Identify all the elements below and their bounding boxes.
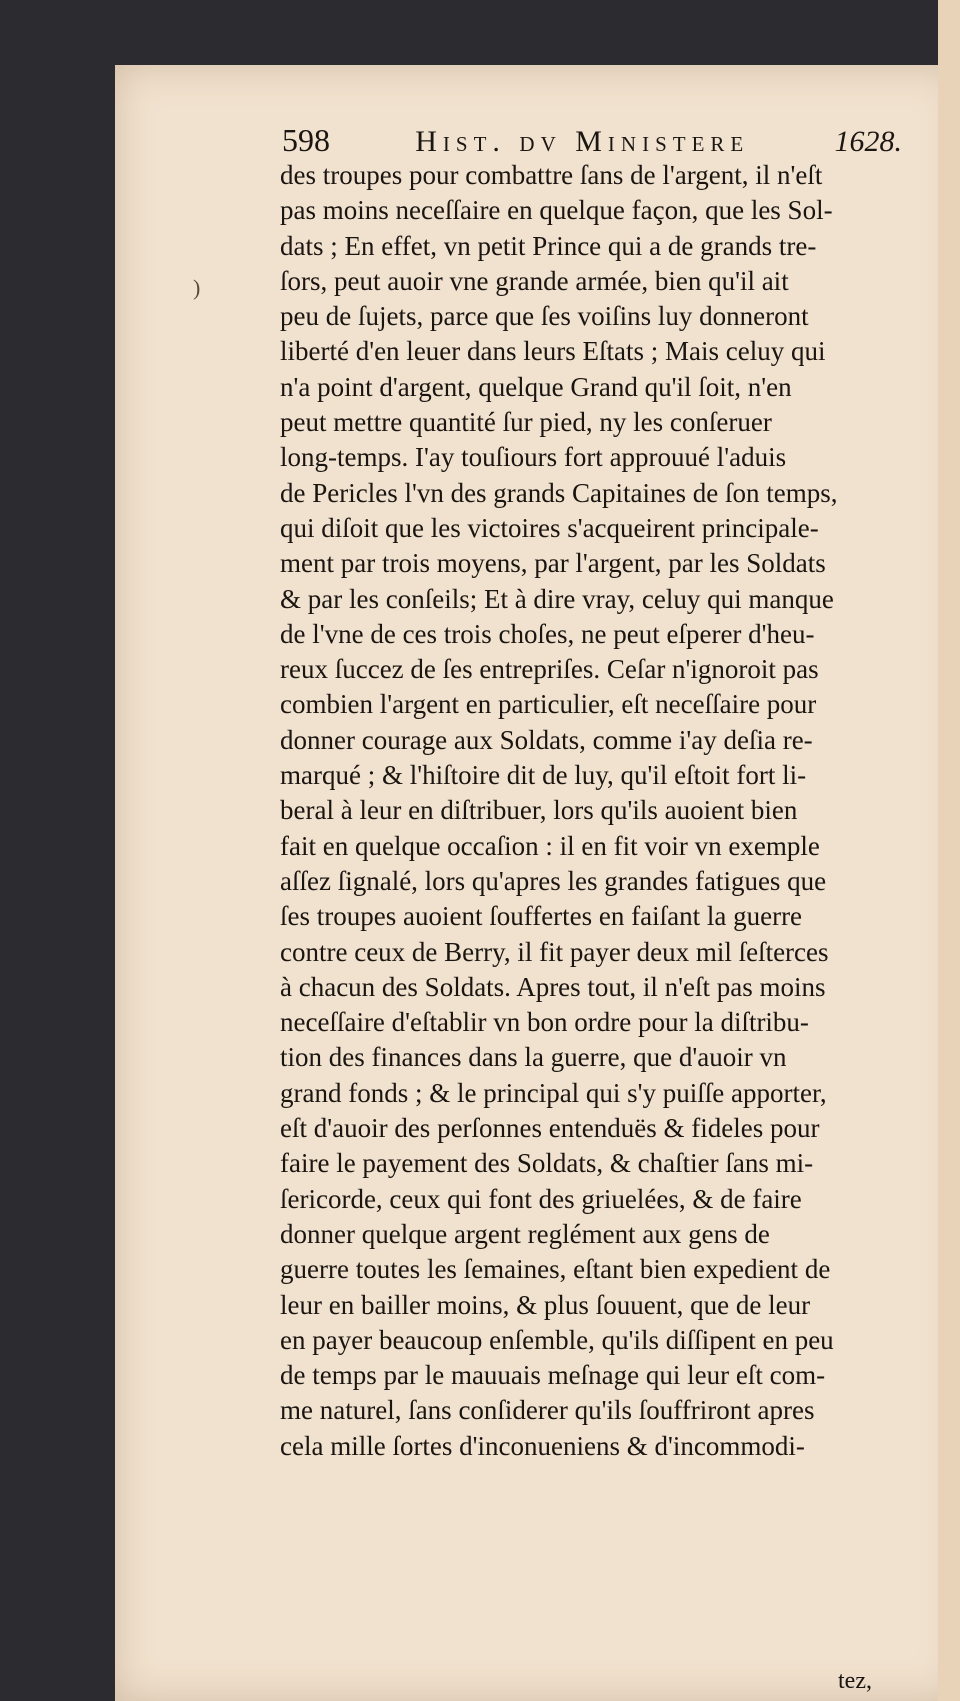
text-line: à chacun des Soldats. Apres tout, il n'eſt pas moins [280,971,826,1002]
text-line: beral à leur en diſtribuer, lors qu'ils auoient bien [280,795,798,826]
text-line: dats ; En effet, vn petit Prince qui a de grands tre- [280,230,817,261]
text-line: cela mille ſortes d'inconueniens & d'incommodi- [280,1430,805,1461]
text-line: long-temps. I'ay touſiours fort approuué l'aduis [280,442,787,473]
body-text [280,158,920,1464]
text-line: qui diſoit que les victoires s'acqueirent principale- [280,512,819,543]
text-line: aſſez ſignalé, lors qu'apres les grandes fatigues que [280,865,827,896]
text-line: ſes troupes auoient ſouffertes en faiſant la guerre [280,901,803,932]
facing-page-edge [938,0,960,1701]
catchword: tez, [838,1668,872,1694]
text-line: guerre toutes les ſemaines, eſtant bien expedient de [280,1254,831,1285]
text-line: eſt d'auoir des perſonnes entenduës & fideles pour [280,1113,820,1144]
text-line: ſericorde, ceux qui font des griuelées, & de faire [280,1183,802,1214]
text-line: ment par trois moyens, par l'argent, par les Soldats [280,548,826,579]
text-line: pas moins neceſſaire en quelque façon, que les Sol- [280,195,833,226]
text-line: marqué ; & l'hiſtoire dit de luy, qu'il eſtoit fort li- [280,760,807,791]
text-line: liberté d'en leuer dans leurs Eſtats ; Mais celuy qui [280,336,826,367]
text-line: grand fonds ; & le principal qui s'y puiſſe apporter, [280,1077,827,1108]
text-line: & par les conſeils; Et à dire vray, celuy qui manque [280,583,834,614]
page-number: 598 [282,122,330,158]
text-line: de temps par le mauuais meſnage qui leur eſt com- [280,1360,826,1391]
text-line: tion des finances dans la guerre, que d'auoir vn [280,1042,787,1073]
page-header [282,122,902,159]
text-line: neceſſaire d'eſtablir vn bon ordre pour la diſtribu- [280,1007,809,1038]
running-head: Hist. dv Ministere [415,125,750,158]
text-line: donner quelque argent reglément aux gens de [280,1218,770,1249]
text-line: peut mettre quantité ſur pied, ny les conſeruer [280,407,772,438]
text-line: en payer beaucoup enſemble, qu'ils diſſipent en peu [280,1324,834,1355]
text-line: de Pericles l'vn des grands Capitaines de ſon temps, [280,477,838,508]
text-line: reux ſuccez de ſes entrepriſes. Ceſar n'ignoroit pas [280,654,819,685]
text-line: de l'vne de ces trois choſes, ne peut eſperer d'heu- [280,618,815,649]
text-line: ſors, peut auoir vne grande armée, bien qu'il ait [280,265,789,296]
text-line: n'a point d'argent, quelque Grand qu'il ſoit, n'en [280,371,792,402]
text-line: leur en bailler moins, & plus ſouuent, que de leur [280,1289,811,1320]
margin-mark: ) [193,275,201,300]
text-line: peu de ſujets, parce que ſes voiſins luy donneront [280,301,809,332]
text-line: me naturel, ſans conſiderer qu'ils ſouffriront apres [280,1395,815,1426]
text-line: des troupes pour combattre ſans de l'argent, il n'eſt [280,160,823,190]
text-line: fait en quelque occaſion : il en fit voir vn exemple [280,830,820,861]
text-line: combien l'argent en particulier, eſt neceſſaire pour [280,689,817,720]
text-line: faire le payement des Soldats, & chaſtier ſans mi- [280,1148,814,1179]
year-marker: 1628. [834,125,902,158]
text-line: donner courage aux Soldats, comme i'ay deſia re- [280,724,813,755]
text-line: contre ceux de Berry, il fit payer deux mil ſeſterces [280,936,829,967]
